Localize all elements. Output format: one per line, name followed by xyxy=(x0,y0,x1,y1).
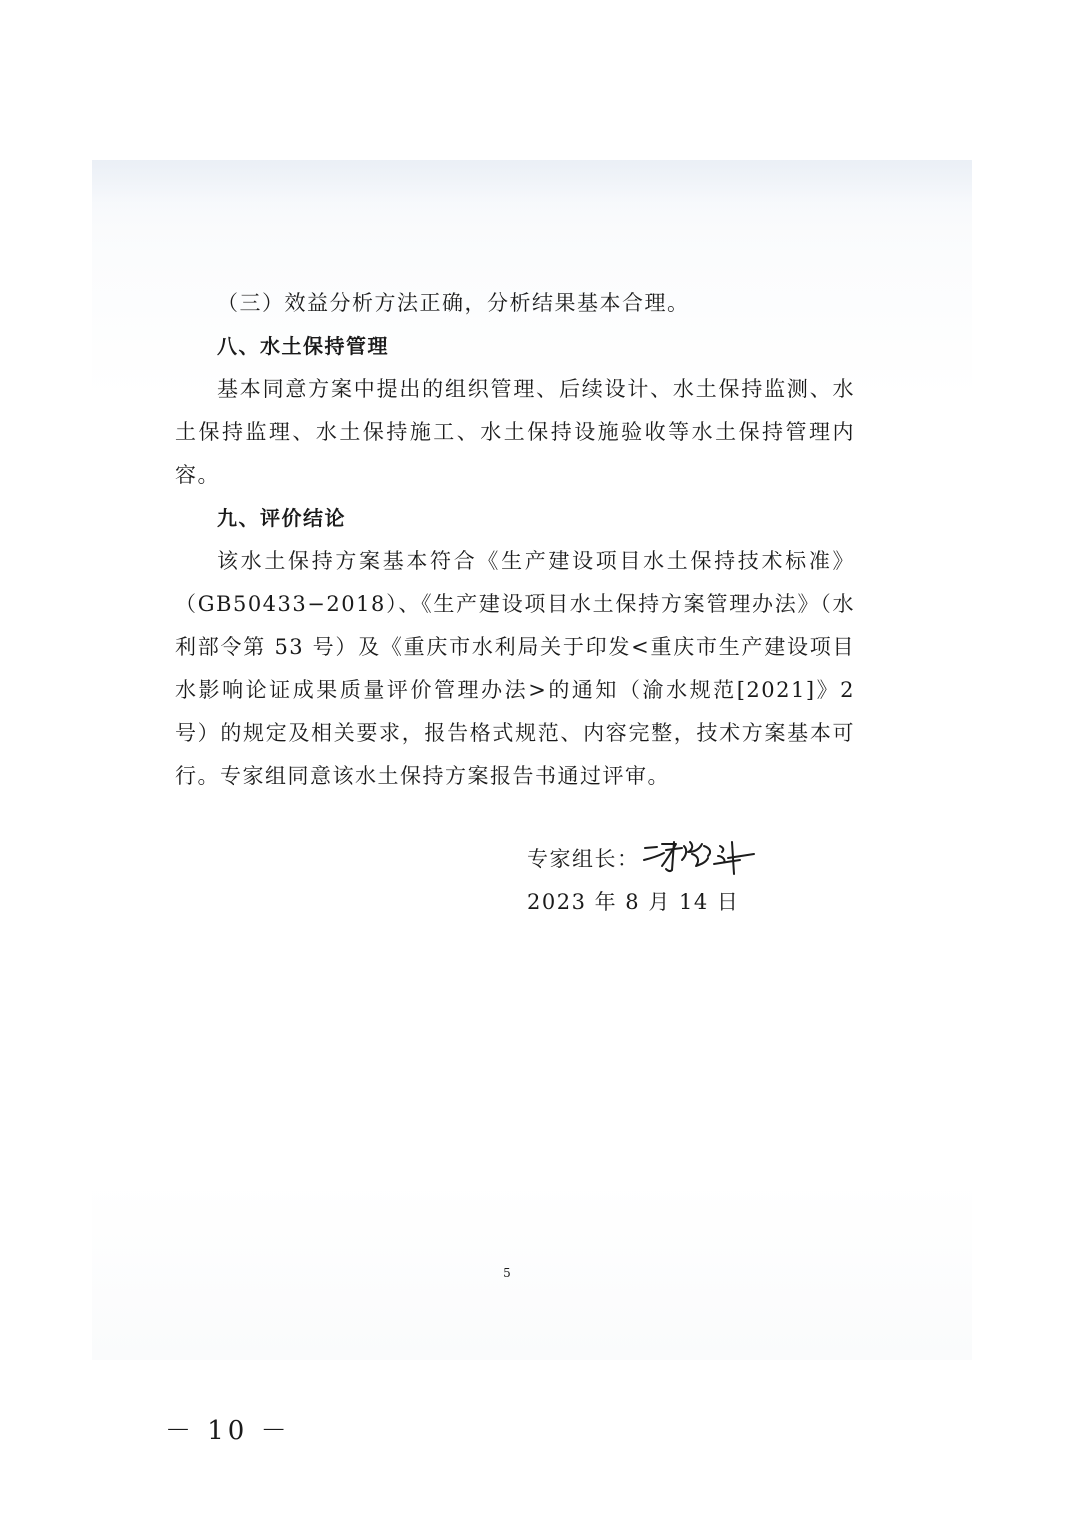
section-9-paragraph: 该水土保持方案基本符合《生产建设项目水土保持技术标准》（GB50433−2018）、《生产建设项目水土保持方案管理办法》（水利部令第 53 号）及《重庆市水利局关于印发<重庆市生产建设项目水影响论证成果质量评价管理办法>的通知（渝水规范[2021]》2 号）的规定及相关要求，报告格式规范、内容完整，技术方案基本可行。专家组同意该水土保持方案报告书通过评审。 xyxy=(175,549,855,788)
section-9-heading: 九、评价结论 xyxy=(217,506,346,530)
signature-label: 专家组长： xyxy=(527,847,640,871)
section-8-paragraph: 基本同意方案中提出的组织管理、后续设计、水土保持监测、水土保持监理、水土保持施工、水土保持设施验收等水土保持管理内容。 xyxy=(175,377,855,487)
inner-page-number: 5 xyxy=(503,1266,511,1280)
signature-block xyxy=(527,838,767,924)
scan-shadow-band xyxy=(92,160,972,220)
document-body xyxy=(175,282,855,798)
section-8-heading: 八、水土保持管理 xyxy=(217,334,389,358)
signature-date: 2023 年 8 月 14 日 xyxy=(527,890,740,914)
outer-page-number: － 10 － xyxy=(165,1416,291,1446)
item-3-text: （三）效益分析方法正确，分析结果基本合理。 xyxy=(217,291,690,315)
signature-line xyxy=(527,838,767,881)
handwritten-signature xyxy=(642,836,767,876)
